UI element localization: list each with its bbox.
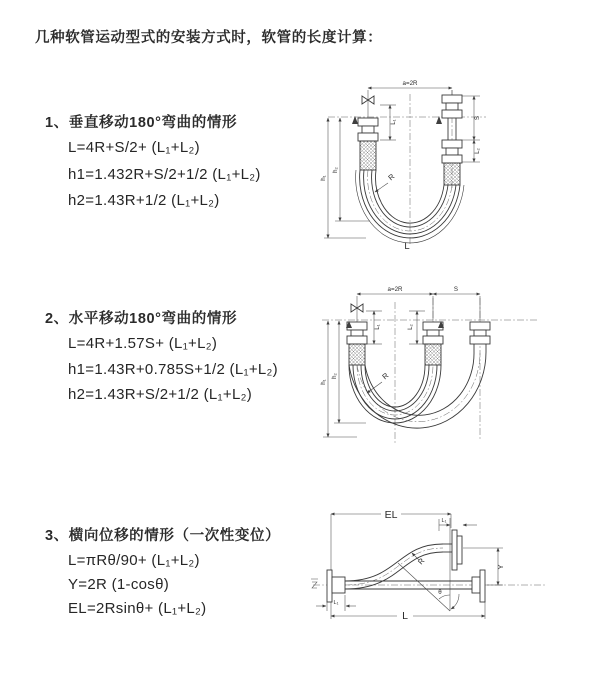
label-radius: R [415, 556, 427, 567]
label-theta: θ [438, 589, 442, 596]
label-l1: L₁ [390, 119, 397, 125]
dimension-lines-3 [311, 514, 503, 619]
label-length: L [404, 241, 410, 252]
page-title: 几种软管运动型式的安装方式时，软管的长度计算： [35, 30, 383, 46]
label-l1: L₁ [374, 324, 381, 330]
label-l2: L₂ [474, 148, 481, 154]
label-l1-top: L₁ [441, 518, 447, 524]
section-3-formula-EL: EL=2Rsinθ+ (L₁+L₂) [68, 600, 207, 617]
label-l2: L₂ [407, 324, 414, 330]
label-h1: h₁ [320, 379, 327, 385]
label-s: S [474, 115, 481, 121]
section-3-formula-L: L=πRθ/90+ (L₁+L₂) [68, 552, 200, 569]
section-1-formula-L: L=4R+S/2+ (L₁+L₂) [68, 139, 200, 156]
diagram-vertical-180-bend [320, 80, 486, 252]
label-y: Y [496, 564, 505, 570]
label-s: S [453, 286, 459, 293]
label-h1: h₁ [320, 175, 327, 181]
label-length: L [402, 610, 408, 622]
hose-assembly-2 [346, 304, 490, 428]
section-2-heading: 2、水平移动180°弯曲的情形 [45, 311, 238, 327]
dimension-lines-2 [323, 294, 480, 437]
section-3-formula-Y: Y=2R (1-cosθ) [68, 576, 170, 593]
hose-assembly-3 [327, 530, 485, 602]
section-2-formula-L: L=4R+1.57S+ (L₁+L₂) [68, 335, 218, 352]
label-radius: R [386, 171, 397, 183]
diagram-horizontal-180-bend [320, 286, 538, 444]
label-span-a2r: a=2R [402, 80, 418, 87]
section-1-formula-h1: h1=1.432R+S/2+1/2 (L₁+L₂) [68, 166, 261, 183]
label-l1-bottom: L₁ [333, 600, 339, 606]
section-2-formula-h2: h2=1.43R+S/2+1/2 (L₁+L₂) [68, 386, 253, 403]
section-2-formula-h1: h1=1.43R+0.785S+1/2 (L₁+L₂) [68, 361, 278, 378]
section-3-heading: 3、横向位移的情形（一次性变位） [45, 528, 281, 544]
diagram-lateral-displacement [311, 508, 545, 622]
label-el: EL [384, 509, 398, 521]
centerlines-2 [322, 298, 538, 444]
label-h2: h₂ [332, 167, 339, 173]
section-1-heading: 1、垂直移动180°弯曲的情形 [45, 115, 238, 131]
label-span-a2r: a=2R [387, 286, 403, 293]
section-1-formula-h2: h2=1.43R+1/2 (L₁+L₂) [68, 192, 220, 209]
left-end-mark [311, 579, 318, 588]
label-radius: R [380, 370, 391, 382]
label-h2: h₂ [331, 373, 338, 379]
